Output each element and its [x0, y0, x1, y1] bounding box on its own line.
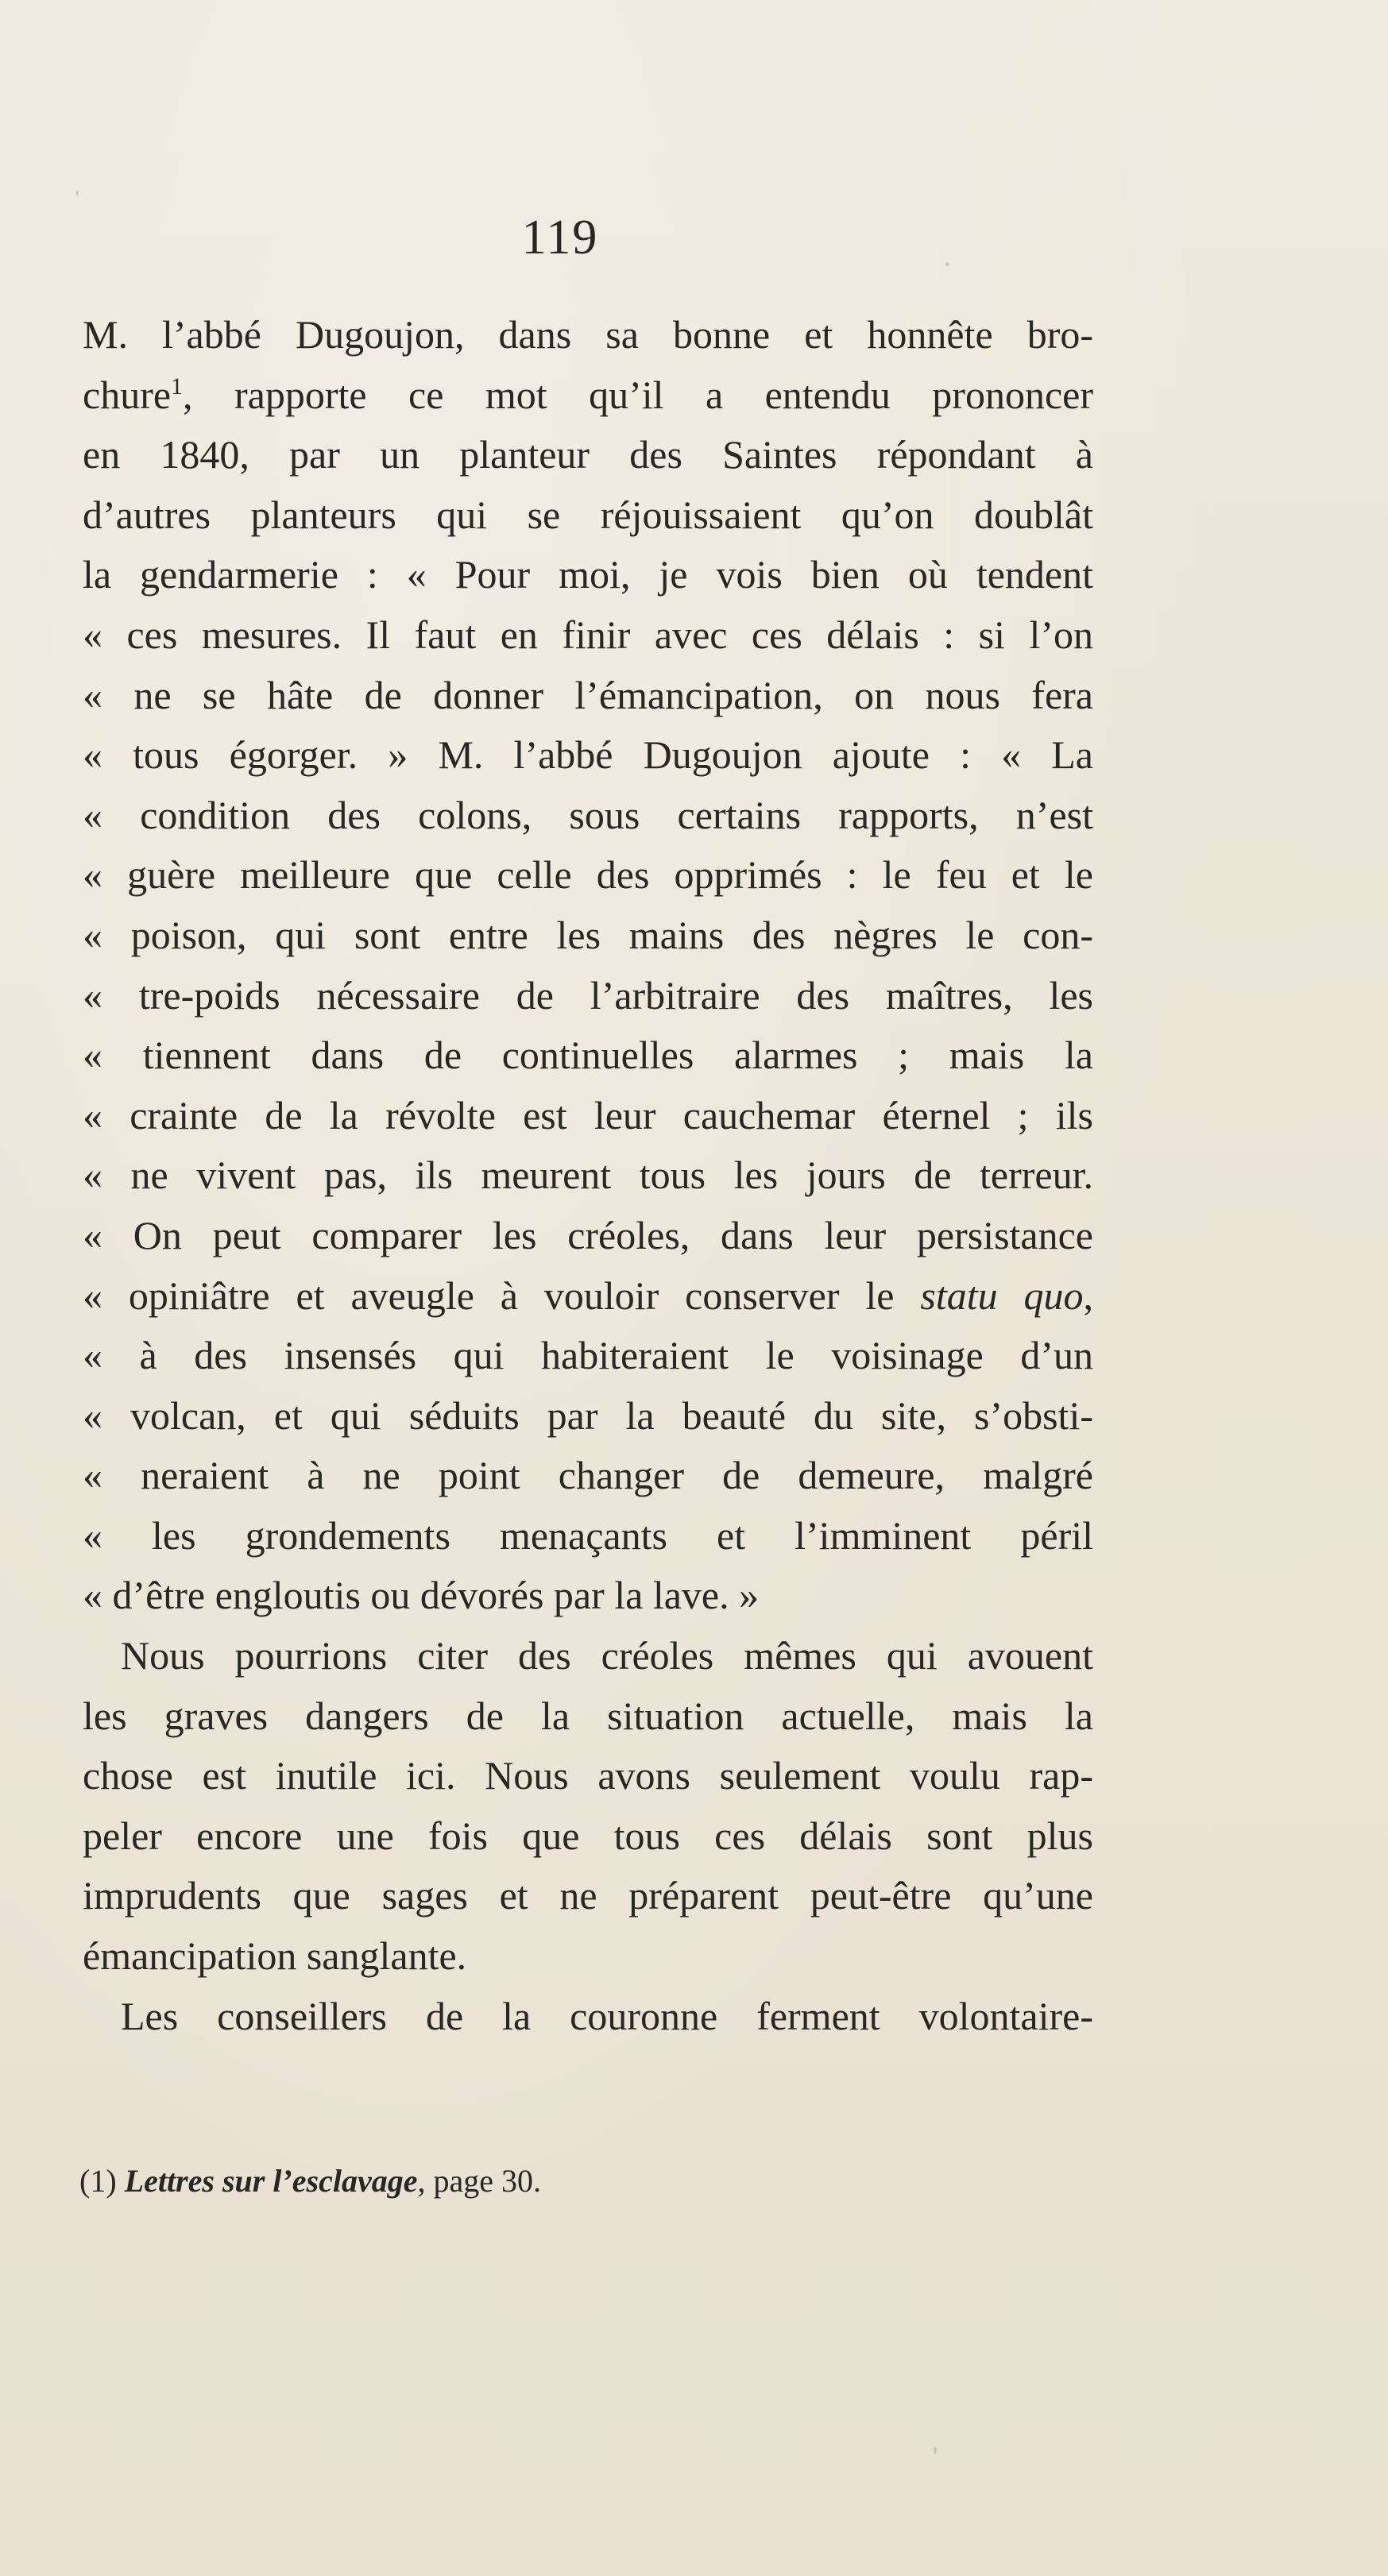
text-line: M. l’abbé Dugoujon, dans sa bonne et honnête bro- — [83, 312, 1093, 357]
page-number: 119 — [521, 210, 599, 265]
text-line: « tous égorger. » M. l’abbé Dugoujon ajoute : « La — [83, 732, 1093, 778]
footnote — [79, 2157, 541, 2205]
text-line: émancipation sanglante. — [83, 1933, 467, 1979]
paper-speck — [945, 262, 949, 266]
text-line: « les grondements menaçants et l’imminent péril — [83, 1512, 1093, 1558]
text-line: « à des insensés qui habiteraient le voisinage d’un — [83, 1333, 1093, 1378]
text-line: en 1840, par un planteur des Saintes répondant à — [83, 432, 1093, 477]
footnote-rest: , page 30. — [417, 2163, 541, 2199]
text-line: « crainte de la révolte est leur cauchemar éternel ; ils — [83, 1092, 1093, 1137]
footnote-reference: 1 — [171, 373, 184, 400]
text-line: « neraient à ne point changer de demeure, malgré — [83, 1453, 1093, 1498]
text-line: « poison, qui sont entre les mains des nègres le con- — [83, 912, 1093, 957]
text-line: « On peut comparer les créoles, dans leur persistance — [83, 1212, 1093, 1257]
text-line: chose est inutile ici. Nous avons seulement voulu rap- — [83, 1753, 1093, 1798]
text-line: les graves dangers de la situation actuelle, mais la — [83, 1693, 1093, 1738]
text-line: Les conseillers de la couronne ferment volontaire- — [121, 1993, 1093, 2038]
text-line: « ne vivent pas, ils meurent tous les jours de terreur. — [83, 1153, 1093, 1198]
text-line: « guère meilleure que celle des opprimés : le feu et le — [83, 852, 1093, 898]
text-line: « tiennent dans de continuelles alarmes ; mais la — [83, 1033, 1093, 1078]
paper-speck — [934, 2447, 937, 2454]
text-line: imprudents que sages et ne préparent peut-être qu’une — [83, 1873, 1093, 1918]
body-text — [83, 305, 1093, 2046]
text-line: « opiniâtre et aveugle à vouloir conserver le statu quo, — [83, 1273, 1093, 1318]
text-line: « volcan, et qui séduits par la beauté du site, s’obsti- — [83, 1392, 1093, 1438]
text-line: Nous pourrions citer des créoles mêmes qui avouent — [121, 1633, 1093, 1678]
text-line: la gendarmerie : « Pour moi, je vois bien où tendent — [83, 552, 1093, 597]
text-line: « ne se hâte de donner l’émancipation, on nous fera — [83, 672, 1093, 717]
text-line: peler encore une fois que tous ces délais sont plus — [83, 1813, 1093, 1858]
text-line: « condition des colons, sous certains rapports, n’est — [83, 792, 1093, 837]
footnote-marker: (1) — [79, 2163, 117, 2199]
text-line: « ces mesures. Il faut en finir avec ces délais : si l’on — [83, 612, 1093, 657]
footnote-title: Lettres sur l’esclavage — [124, 2163, 418, 2199]
paper-speck — [75, 191, 79, 195]
text-line: « tre-poids nécessaire de l’arbitraire des maîtres, les — [83, 972, 1093, 1018]
italic-phrase: statu quo — [920, 1273, 1084, 1318]
text-line: « d’être engloutis ou dévorés par la lave. » — [83, 1573, 760, 1618]
text-line: d’autres planteurs qui se réjouissaient qu’on doublât — [83, 492, 1093, 537]
text-line: chure$^1$, rapporte ce mot qu’il a entendu prononcer — [83, 372, 1093, 417]
